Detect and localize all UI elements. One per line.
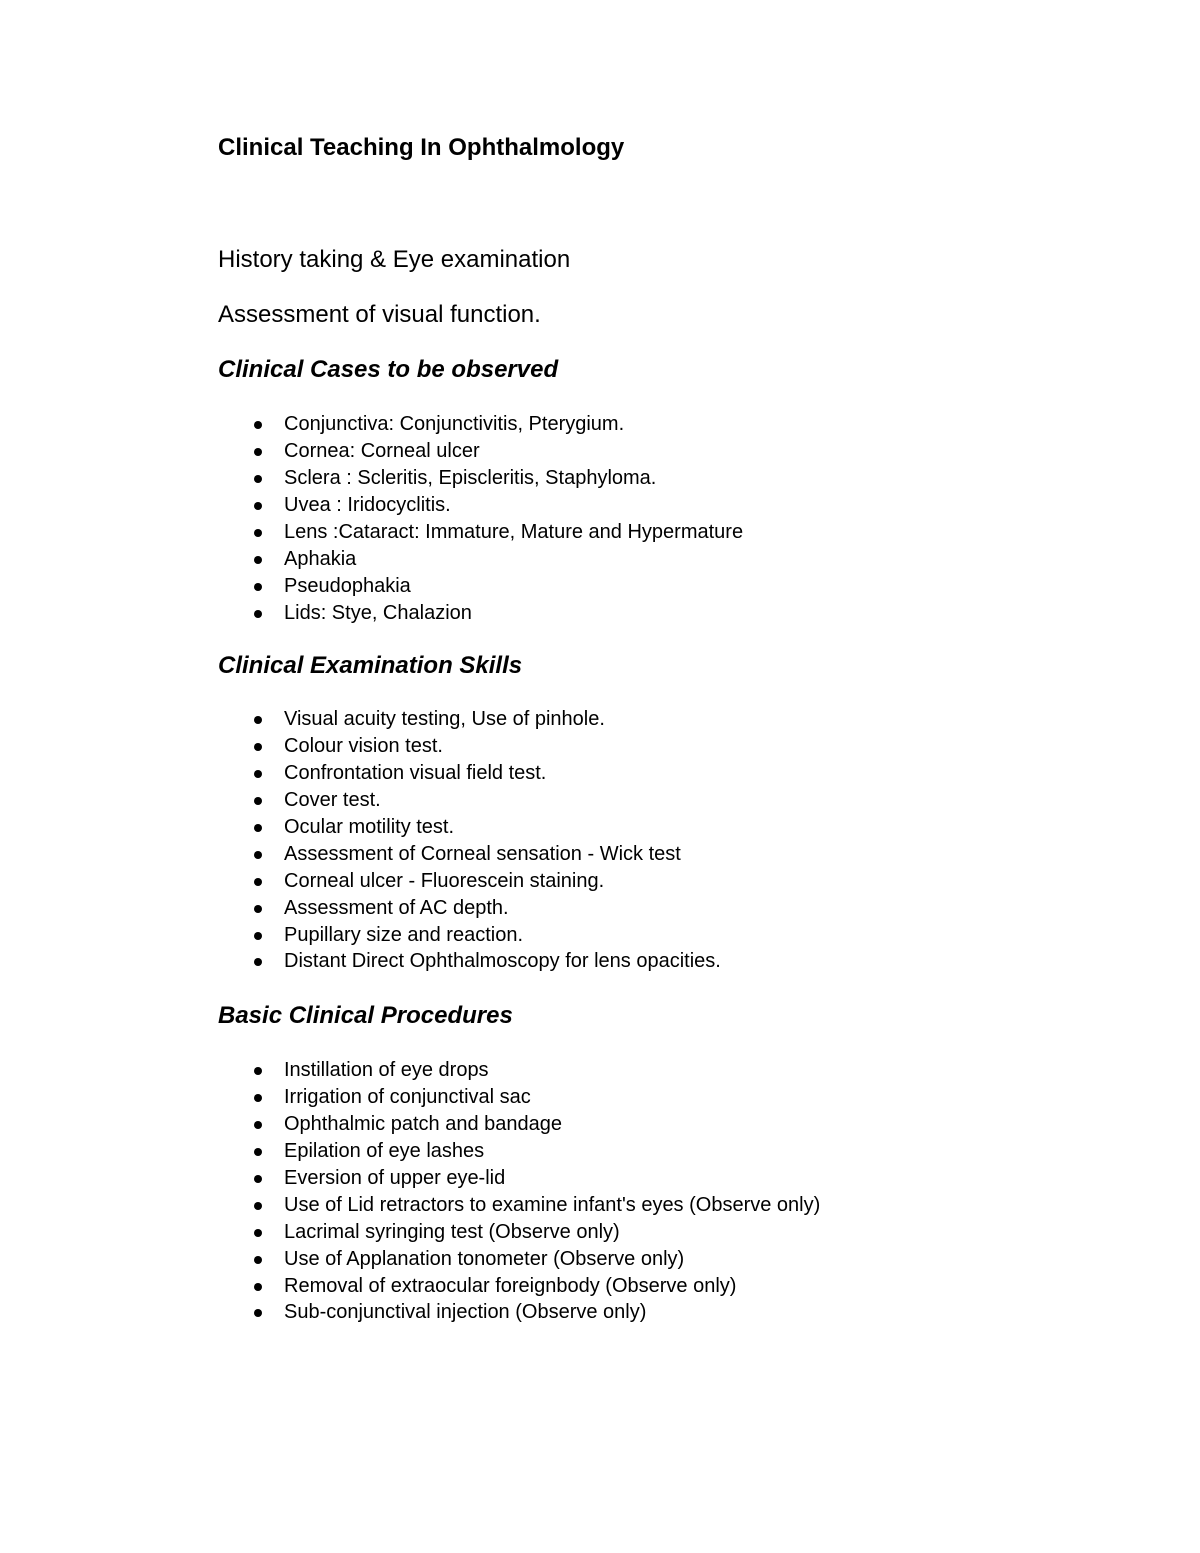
bullet-icon bbox=[254, 1283, 262, 1291]
list-item bbox=[284, 787, 721, 814]
list-item-text: Uvea : Iridocyclitis. bbox=[284, 493, 451, 516]
list-item-text: Cornea: Corneal ulcer bbox=[284, 439, 480, 462]
list-item-text: Lacrimal syringing test (Observe only) bbox=[284, 1220, 620, 1243]
clinical-cases-list bbox=[284, 411, 743, 627]
list-item-text: Lens :Cataract: Immature, Mature and Hypermature bbox=[284, 520, 744, 543]
bullet-icon bbox=[254, 743, 262, 751]
list-item bbox=[284, 1057, 820, 1084]
list-item bbox=[284, 438, 743, 465]
bullet-icon bbox=[254, 797, 262, 805]
list-item-text: Irrigation of conjunctival sac bbox=[284, 1085, 531, 1108]
list-item-text: Aphakia bbox=[284, 547, 357, 570]
bullet-icon bbox=[254, 1094, 262, 1102]
list-item-text: Ophthalmic patch and bandage bbox=[284, 1112, 562, 1135]
document-title: Clinical Teaching In Ophthalmology bbox=[218, 134, 625, 161]
section-heading-examination-skills: Clinical Examination Skills bbox=[218, 652, 523, 679]
list-item-text: Assessment of AC depth. bbox=[284, 896, 509, 919]
section-heading-procedures: Basic Clinical Procedures bbox=[218, 1002, 513, 1029]
procedures-list bbox=[284, 1057, 820, 1326]
list-item-text: Cover test. bbox=[284, 788, 381, 811]
bullet-icon bbox=[254, 421, 262, 429]
list-item bbox=[284, 948, 721, 975]
list-item-text: Assessment of Corneal sensation - Wick test bbox=[284, 842, 681, 865]
bullet-icon bbox=[254, 770, 262, 778]
list-item bbox=[284, 760, 721, 787]
bullet-icon bbox=[254, 905, 262, 913]
list-item bbox=[284, 1299, 820, 1326]
list-item-text: Instillation of eye drops bbox=[284, 1059, 489, 1081]
list-item bbox=[284, 411, 743, 438]
list-item-text: Corneal ulcer - Fluorescein staining. bbox=[284, 869, 605, 892]
list-item bbox=[284, 1138, 820, 1165]
bullet-icon bbox=[254, 583, 262, 591]
list-item-text: Ocular motility test. bbox=[284, 815, 455, 838]
list-item bbox=[284, 868, 721, 895]
list-item-text: Sub-conjunctival injection (Observe only) bbox=[284, 1301, 647, 1324]
bullet-icon bbox=[254, 851, 262, 859]
list-item bbox=[284, 465, 743, 492]
list-item-text: Eversion of upper eye-lid bbox=[284, 1166, 506, 1189]
list-item-text: Conjunctiva: Conjunctivitis, Pterygium. bbox=[284, 413, 625, 435]
list-item bbox=[284, 519, 743, 546]
list-item-text: Distant Direct Ophthalmoscopy for lens opacities. bbox=[284, 950, 721, 973]
list-item bbox=[284, 706, 721, 733]
bullet-icon bbox=[254, 448, 262, 456]
intro-history: History taking & Eye examination bbox=[218, 246, 571, 273]
list-item bbox=[284, 573, 743, 600]
list-item-text: Colour vision test. bbox=[284, 734, 443, 757]
list-item bbox=[284, 1165, 820, 1192]
list-item bbox=[284, 841, 721, 868]
bullet-icon bbox=[254, 1256, 262, 1264]
list-item-text: Lids: Stye, Chalazion bbox=[284, 601, 472, 624]
bullet-icon bbox=[254, 610, 262, 618]
bullet-icon bbox=[254, 1148, 262, 1156]
list-item bbox=[284, 922, 721, 949]
bullet-icon bbox=[254, 502, 262, 510]
list-item-text: Epilation of eye lashes bbox=[284, 1139, 485, 1162]
bullet-icon bbox=[254, 556, 262, 564]
list-item bbox=[284, 733, 721, 760]
list-item-text: Pupillary size and reaction. bbox=[284, 923, 524, 946]
list-item-text: Pseudophakia bbox=[284, 574, 411, 597]
bullet-icon bbox=[254, 1309, 262, 1317]
list-item bbox=[284, 1246, 820, 1273]
bullet-icon bbox=[254, 529, 262, 537]
list-item-text: Use of Applanation tonometer (Observe only) bbox=[284, 1247, 685, 1270]
list-item bbox=[284, 1192, 820, 1219]
examination-skills-list bbox=[284, 706, 721, 975]
list-item bbox=[284, 1111, 820, 1138]
list-item bbox=[284, 1084, 820, 1111]
list-item bbox=[284, 546, 743, 573]
list-item bbox=[284, 814, 721, 841]
bullet-icon bbox=[254, 824, 262, 832]
bullet-icon bbox=[254, 932, 262, 940]
bullet-icon bbox=[254, 1121, 262, 1129]
bullet-icon bbox=[254, 1067, 262, 1075]
list-item-text: Use of Lid retractors to examine infant's eyes (Observe only) bbox=[284, 1193, 821, 1216]
list-item-text: Visual acuity testing, Use of pinhole. bbox=[284, 708, 605, 730]
bullet-icon bbox=[254, 1229, 262, 1237]
intro-assessment: Assessment of visual function. bbox=[218, 301, 541, 328]
list-item bbox=[284, 600, 743, 627]
bullet-icon bbox=[254, 878, 262, 886]
list-item bbox=[284, 895, 721, 922]
list-item-text: Confrontation visual field test. bbox=[284, 761, 547, 784]
list-item bbox=[284, 1219, 820, 1246]
section-heading-clinical-cases: Clinical Cases to be observed bbox=[218, 356, 559, 383]
list-item-text: Sclera : Scleritis, Episcleritis, Staphyloma. bbox=[284, 466, 657, 489]
bullet-icon bbox=[254, 716, 262, 724]
list-item bbox=[284, 492, 743, 519]
bullet-icon bbox=[254, 1175, 262, 1183]
list-item-text: Removal of extraocular foreignbody (Observe only) bbox=[284, 1274, 737, 1297]
bullet-icon bbox=[254, 958, 262, 966]
bullet-icon bbox=[254, 1202, 262, 1210]
bullet-icon bbox=[254, 475, 262, 483]
list-item bbox=[284, 1273, 820, 1300]
